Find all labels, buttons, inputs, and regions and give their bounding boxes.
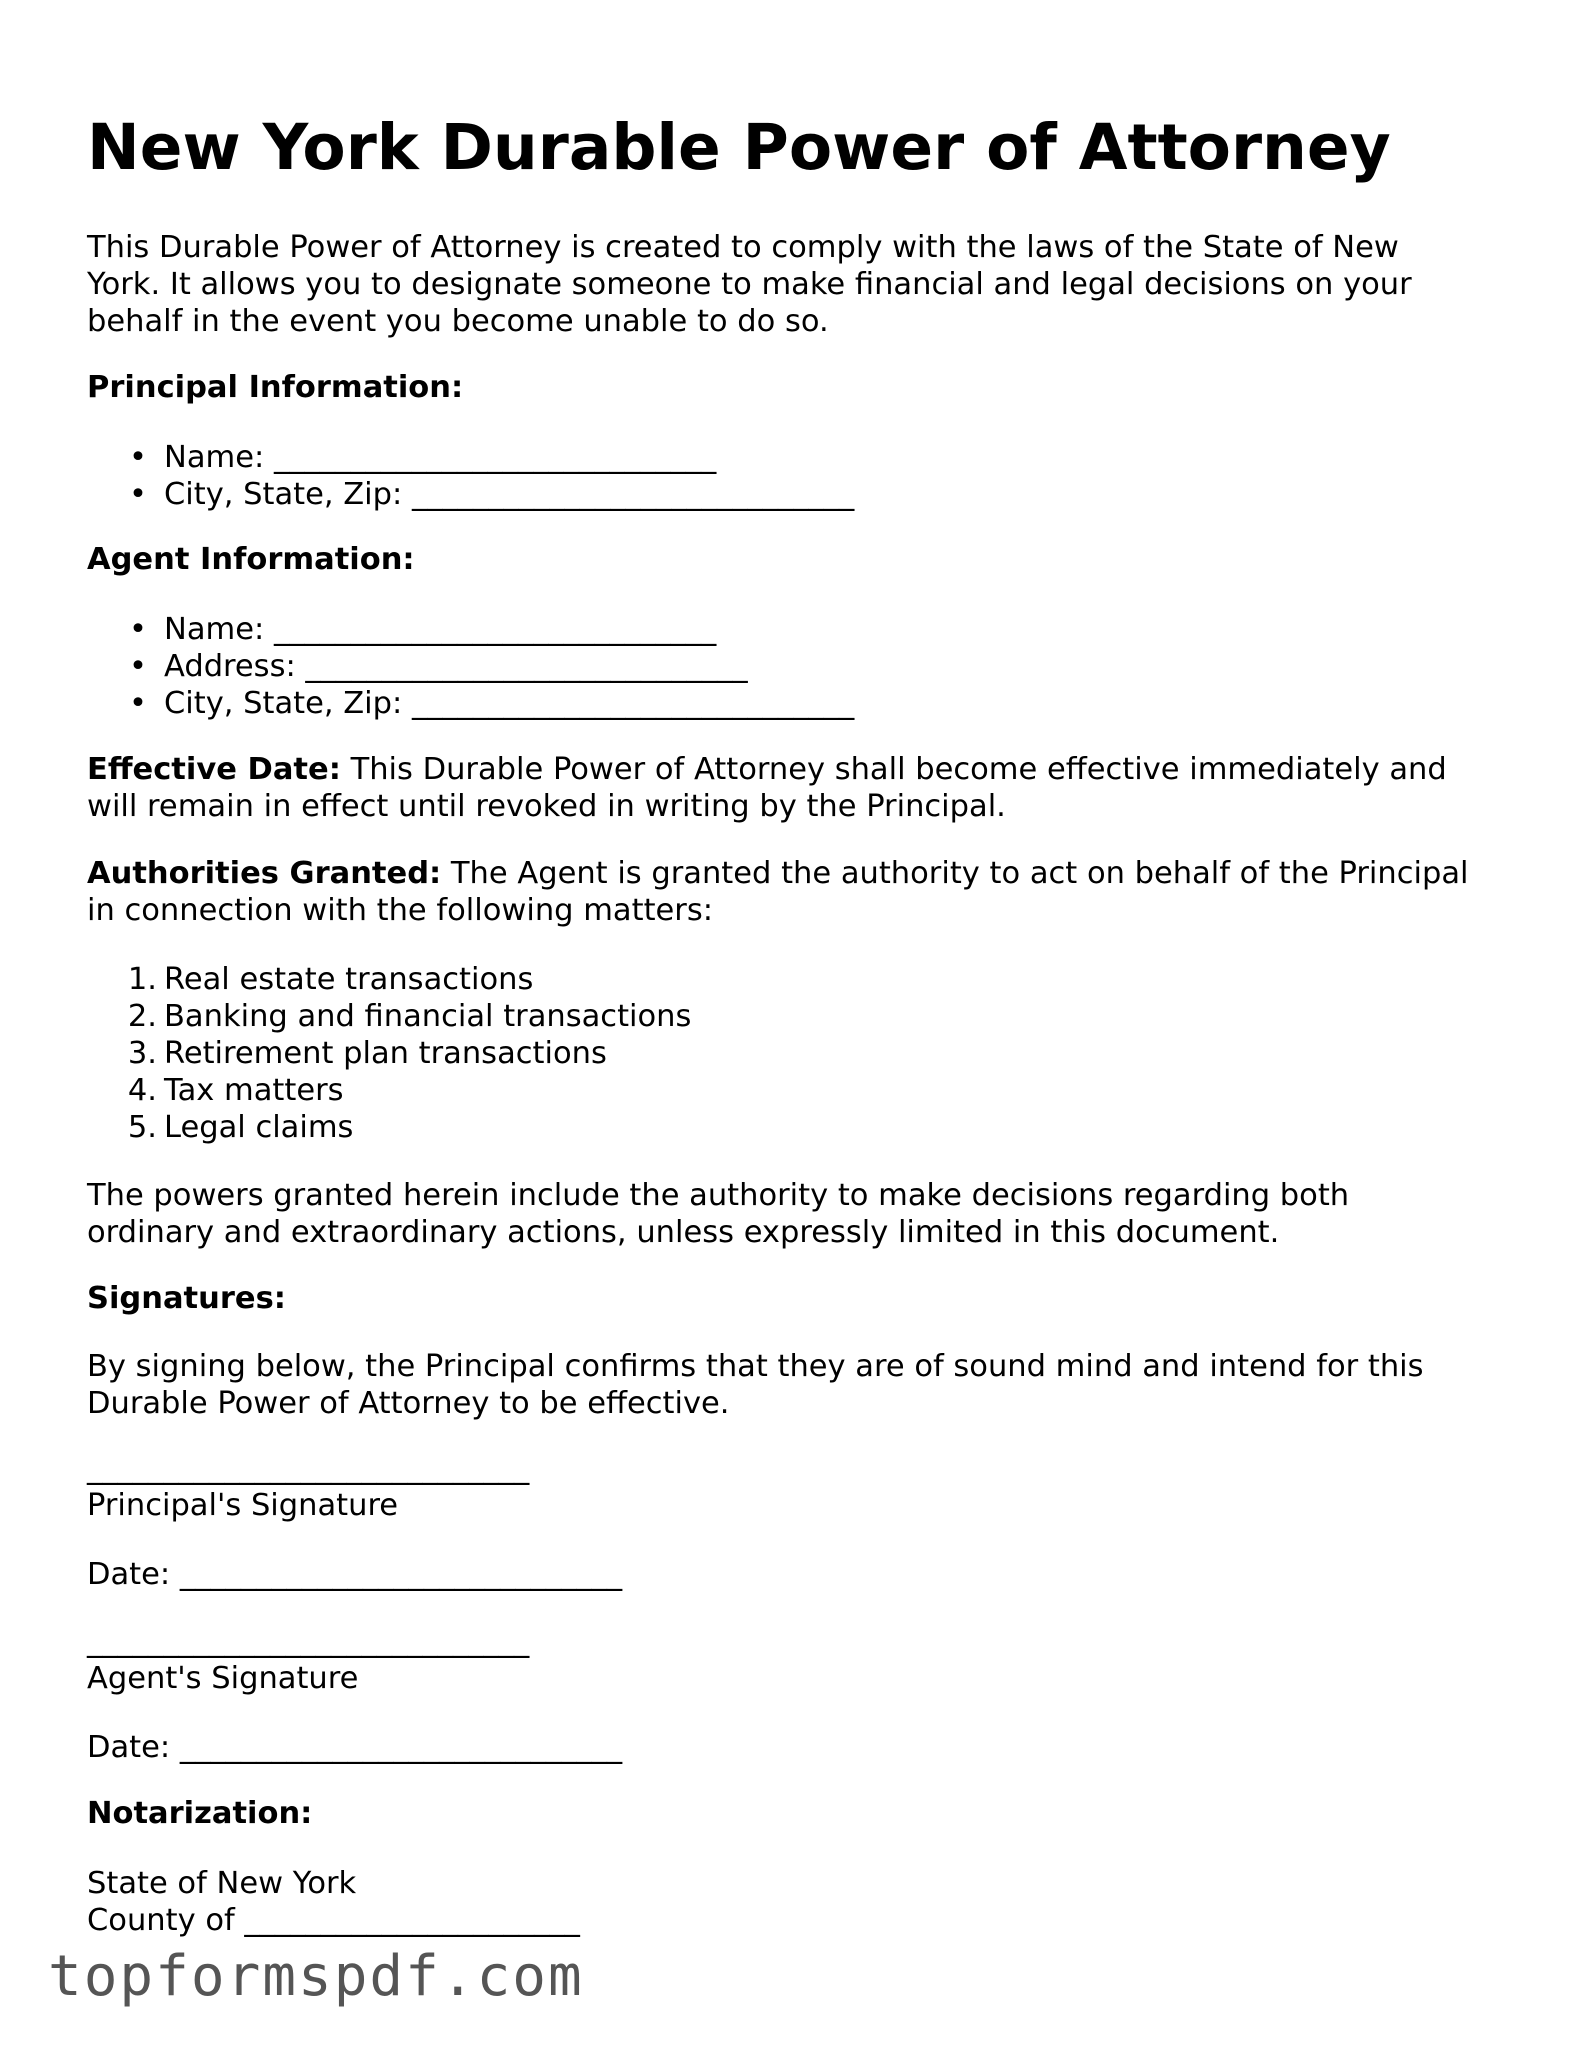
list-number: 2. xyxy=(127,999,157,1034)
principal-name-field[interactable]: Name: _____________________________ xyxy=(164,440,717,475)
agent-address-field[interactable]: Address: _____________________________ xyxy=(164,649,748,684)
effective-date-text: This Durable Power of Attorney shall become effective immediately and xyxy=(340,752,1447,787)
authority-item-3: Retirement plan transactions xyxy=(164,1036,607,1071)
authority-item-2: Banking and financial transactions xyxy=(164,999,692,1034)
agent-name-field[interactable]: Name: _____________________________ xyxy=(164,612,717,647)
authorities-line-1 xyxy=(87,855,1469,892)
principal-heading: Principal Information: xyxy=(87,370,464,405)
agent-signature-line[interactable]: _____________________________ xyxy=(87,1624,530,1659)
authorities-text: The Agent is granted the authority to act on behalf of the Principal xyxy=(441,856,1469,891)
effective-date-label: Effective Date: xyxy=(87,752,341,787)
signatures-heading: Signatures: xyxy=(87,1281,286,1316)
agent-city-field[interactable]: City, State, Zip: _____________________________ xyxy=(164,686,855,721)
principal-city-field[interactable]: City, State, Zip: _____________________________ xyxy=(164,477,855,512)
agent-date-field[interactable]: Date: _____________________________ xyxy=(87,1730,623,1765)
powers-line-1: The powers granted herein include the authority to make decisions regarding both xyxy=(87,1178,1350,1213)
bullet-icon: • xyxy=(129,649,147,684)
powers-line-2: ordinary and extraordinary actions, unless expressly limited in this document. xyxy=(87,1215,1280,1250)
authority-item-1: Real estate transactions xyxy=(164,962,534,997)
principal-signature-label: Principal's Signature xyxy=(87,1488,399,1523)
bullet-icon: • xyxy=(129,612,147,647)
agent-heading: Agent Information: xyxy=(87,542,415,577)
bullet-icon: • xyxy=(129,686,147,721)
principal-signature-line[interactable]: _____________________________ xyxy=(87,1451,530,1486)
document-title: New York Durable Power of Attorney xyxy=(87,111,1391,184)
principal-date-field[interactable]: Date: _____________________________ xyxy=(87,1557,623,1592)
notary-county-field[interactable]: County of ______________________ xyxy=(87,1903,580,1938)
list-number: 4. xyxy=(127,1073,157,1108)
authorities-line-2: in connection with the following matters: xyxy=(87,893,713,928)
effective-date-line-1 xyxy=(87,751,1447,788)
list-number: 5. xyxy=(127,1110,157,1145)
confirm-line-2: Durable Power of Attorney to be effective. xyxy=(87,1386,730,1421)
bullet-icon: • xyxy=(129,477,147,512)
authority-item-4: Tax matters xyxy=(164,1073,344,1108)
authorities-label: Authorities Granted: xyxy=(87,856,442,891)
intro-line-2: York. It allows you to designate someone to make financial and legal decisions on your xyxy=(87,267,1412,302)
bullet-icon: • xyxy=(129,440,147,475)
effective-date-line-2: will remain in effect until revoked in writing by the Principal. xyxy=(87,789,1006,824)
agent-signature-label: Agent's Signature xyxy=(87,1661,359,1696)
intro-line-3: behalf in the event you become unable to do so. xyxy=(87,304,829,339)
list-number: 3. xyxy=(127,1036,157,1071)
watermark: topformspdf.com xyxy=(48,1944,584,2009)
list-number: 1. xyxy=(127,962,157,997)
notarization-heading: Notarization: xyxy=(87,1796,313,1831)
authority-item-5: Legal claims xyxy=(164,1110,354,1145)
intro-line-1: This Durable Power of Attorney is created to comply with the laws of the State of New xyxy=(87,230,1399,265)
confirm-line-1: By signing below, the Principal confirms that they are of sound mind and intend for this xyxy=(87,1349,1424,1384)
notary-state: State of New York xyxy=(87,1866,357,1901)
